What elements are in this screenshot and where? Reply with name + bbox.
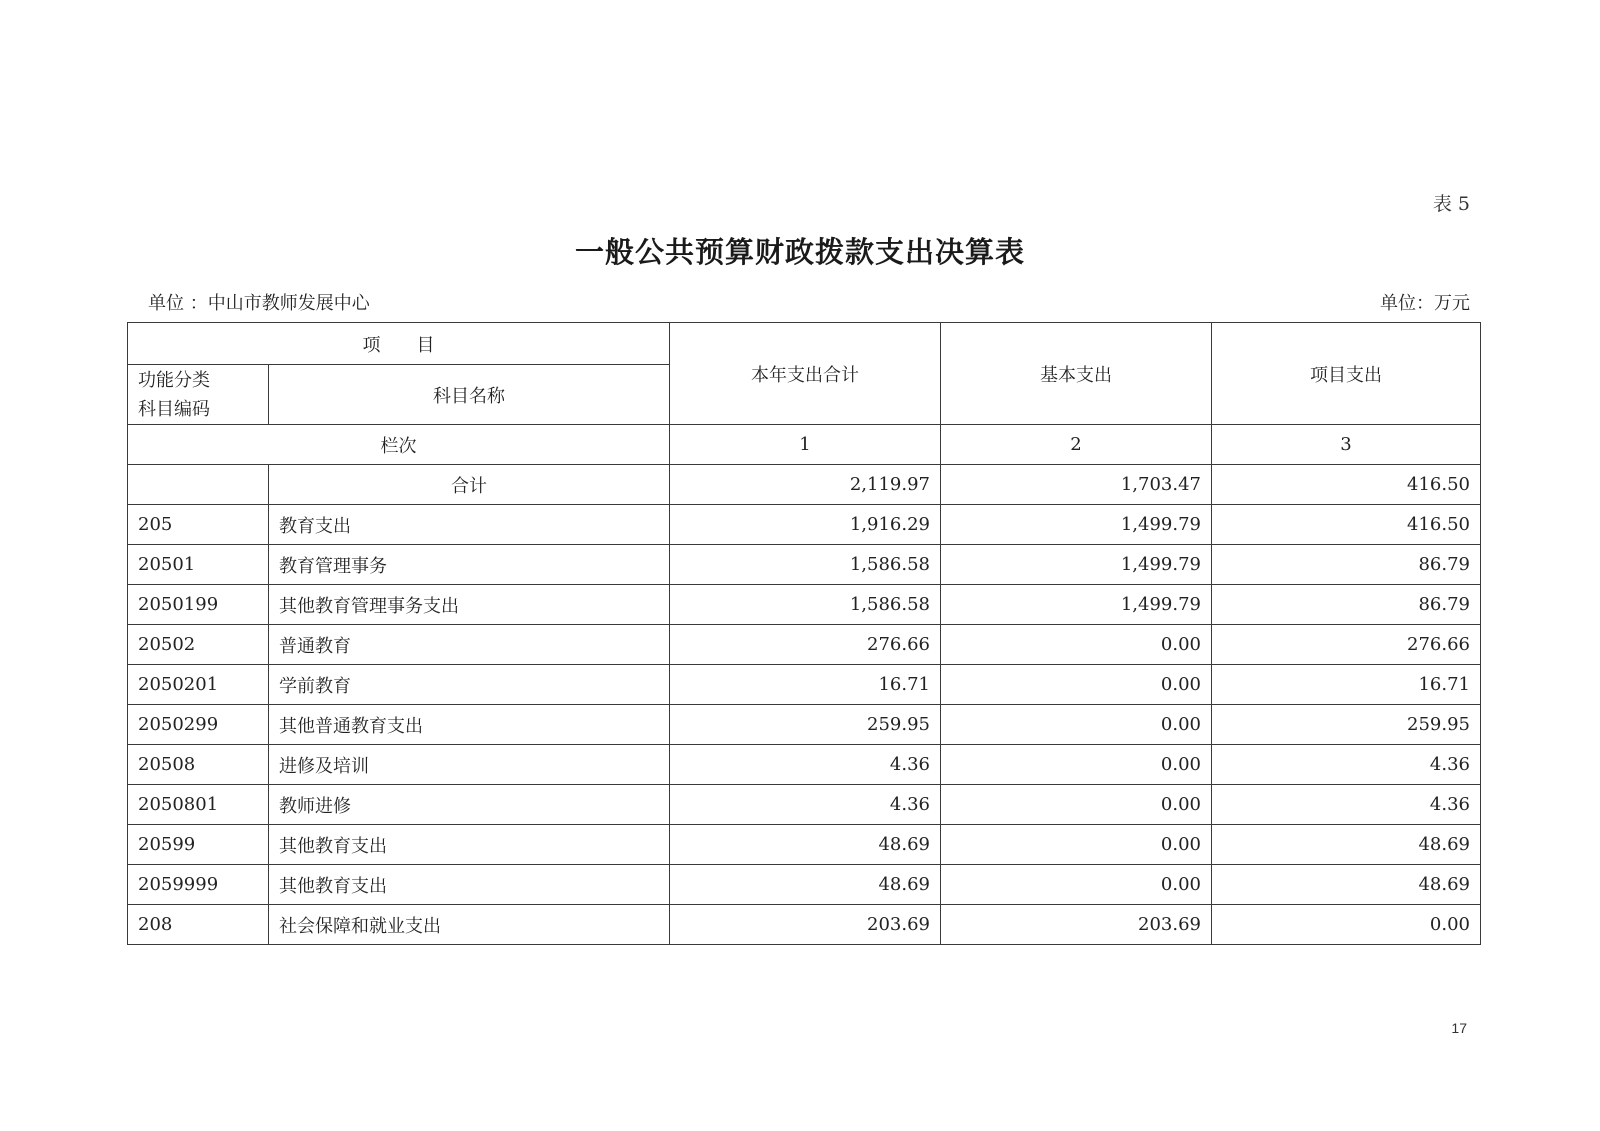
header-subject-name: 科目名称	[269, 365, 670, 425]
row-project: 86.79	[1212, 545, 1481, 585]
row-code: 20501	[128, 545, 269, 585]
row-total: 48.69	[670, 825, 941, 865]
summary-basic: 1,703.47	[941, 465, 1212, 505]
row-total: 1,586.58	[670, 585, 941, 625]
row-name: 其他普通教育支出	[269, 705, 670, 745]
table-row	[128, 625, 1481, 665]
row-total: 48.69	[670, 865, 941, 905]
row-total: 1,586.58	[670, 545, 941, 585]
row-name: 学前教育	[269, 665, 670, 705]
row-total: 276.66	[670, 625, 941, 665]
row-project: 48.69	[1212, 865, 1481, 905]
header-project: 项 目	[128, 323, 670, 365]
page-number: 17	[1451, 1020, 1467, 1036]
row-basic: 1,499.79	[941, 505, 1212, 545]
row-project: 4.36	[1212, 745, 1481, 785]
row-basic: 203.69	[941, 905, 1212, 945]
row-basic: 0.00	[941, 625, 1212, 665]
table-row	[128, 905, 1481, 945]
row-total: 259.95	[670, 705, 941, 745]
header-project-expenditure: 项目支出	[1212, 323, 1481, 425]
unit-organization: 单位 ：中山市教师发展中心	[148, 293, 370, 314]
row-code: 2050801	[128, 785, 269, 825]
row-basic: 1,499.79	[941, 545, 1212, 585]
header-row-project	[128, 323, 1481, 365]
row-project: 48.69	[1212, 825, 1481, 865]
row-total: 1,916.29	[670, 505, 941, 545]
row-code: 2059999	[128, 865, 269, 905]
column-index-label: 栏次	[128, 425, 670, 465]
header-total: 本年支出合计	[670, 323, 941, 425]
summary-row	[128, 465, 1481, 505]
row-name: 其他教育管理事务支出	[269, 585, 670, 625]
row-basic: 0.00	[941, 825, 1212, 865]
row-basic: 0.00	[941, 865, 1212, 905]
table-row	[128, 585, 1481, 625]
row-basic: 0.00	[941, 785, 1212, 825]
row-code: 2050299	[128, 705, 269, 745]
summary-code-cell	[128, 465, 269, 505]
page-title: 一般公共预算财政拨款支出决算表	[574, 235, 1025, 269]
row-project: 0.00	[1212, 905, 1481, 945]
row-code: 208	[128, 905, 269, 945]
row-name: 其他教育支出	[269, 825, 670, 865]
budget-table	[127, 322, 1481, 945]
column-index-3: 3	[1212, 425, 1481, 465]
row-basic: 0.00	[941, 665, 1212, 705]
column-index-row	[128, 425, 1481, 465]
table-row	[128, 865, 1481, 905]
row-code: 20508	[128, 745, 269, 785]
row-basic: 0.00	[941, 745, 1212, 785]
table-number: 表 5	[1432, 193, 1470, 215]
unit-currency: 单位：万元	[1380, 293, 1470, 314]
row-project: 416.50	[1212, 505, 1481, 545]
row-code: 2050199	[128, 585, 269, 625]
table-row	[128, 665, 1481, 705]
table-row	[128, 825, 1481, 865]
row-total: 203.69	[670, 905, 941, 945]
header-function-code-line2: 科目编码	[138, 398, 210, 420]
column-index-2: 2	[941, 425, 1212, 465]
row-basic: 1,499.79	[941, 585, 1212, 625]
row-name: 教师进修	[269, 785, 670, 825]
row-name: 教育支出	[269, 505, 670, 545]
row-name: 社会保障和就业支出	[269, 905, 670, 945]
row-project: 16.71	[1212, 665, 1481, 705]
row-code: 20599	[128, 825, 269, 865]
summary-label: 合计	[269, 465, 670, 505]
table-row	[128, 545, 1481, 585]
row-name: 普通教育	[269, 625, 670, 665]
row-code: 2050201	[128, 665, 269, 705]
row-basic: 0.00	[941, 705, 1212, 745]
header-basic: 基本支出	[941, 323, 1212, 425]
table-row	[128, 705, 1481, 745]
header-function-code	[128, 365, 269, 425]
row-total: 4.36	[670, 785, 941, 825]
row-name: 教育管理事务	[269, 545, 670, 585]
row-total: 4.36	[670, 745, 941, 785]
row-project: 259.95	[1212, 705, 1481, 745]
row-project: 276.66	[1212, 625, 1481, 665]
header-function-code-line1: 功能分类	[138, 369, 210, 391]
table-row	[128, 505, 1481, 545]
row-name: 其他教育支出	[269, 865, 670, 905]
row-project: 4.36	[1212, 785, 1481, 825]
row-code: 205	[128, 505, 269, 545]
summary-project: 416.50	[1212, 465, 1481, 505]
row-name: 进修及培训	[269, 745, 670, 785]
table-row	[128, 785, 1481, 825]
table-row	[128, 745, 1481, 785]
row-project: 86.79	[1212, 585, 1481, 625]
row-total: 16.71	[670, 665, 941, 705]
column-index-1: 1	[670, 425, 941, 465]
summary-total: 2,119.97	[670, 465, 941, 505]
row-code: 20502	[128, 625, 269, 665]
